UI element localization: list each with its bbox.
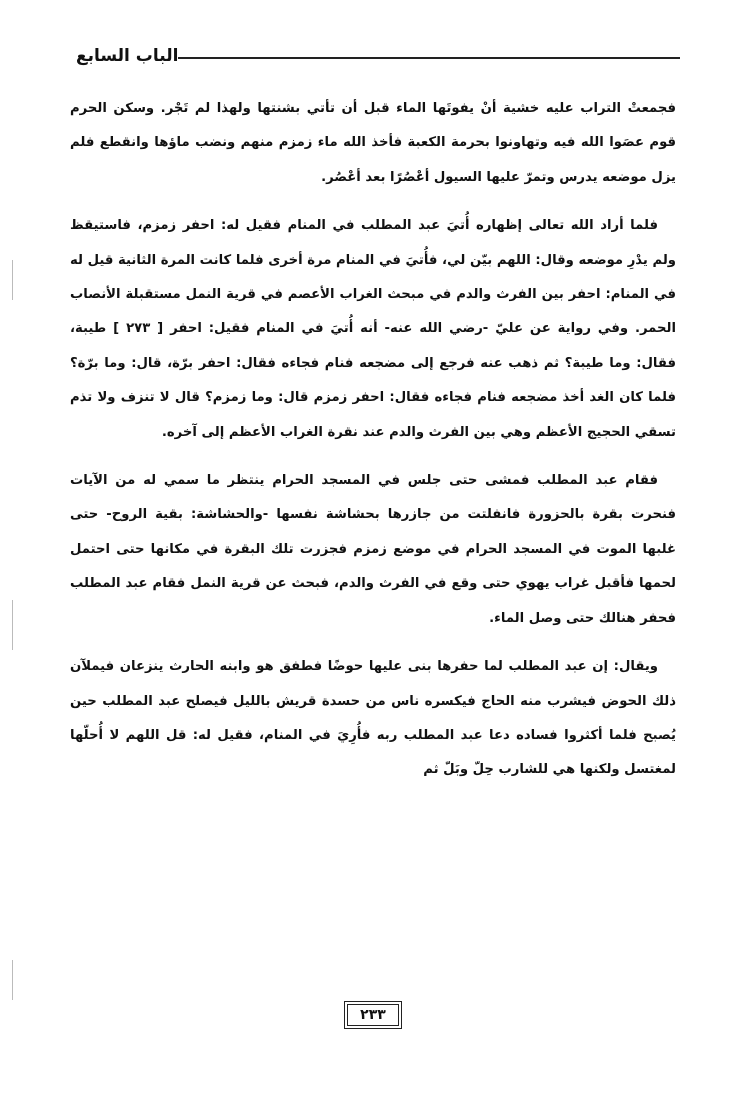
paragraph-4: ويقال: إن عبد المطلب لما حفرها بنى عليها حوضًا فطفق هو وابنه الحارث ينزعان فيملآن ذلك الحوض فيشرب منه الحاج فيكسره ناس من حسدة قريش بالليل فيصلح عبد المطلب حين يُصبح فلما أكثروا فساده دعا عبد المطلب ربه فأُرِيَ في المنام، فقيل له: قل اللهم لا أُحلّها لمغتسل ولكنها هي للشارب حِلّ وبَلّ ثم	[70, 659, 676, 778]
chapter-title: الباب السابع	[76, 46, 179, 66]
page-edge-mark	[12, 260, 13, 300]
header-rule	[178, 57, 680, 59]
paragraph-3: فقام عبد المطلب فمشى حتى جلس في المسجد الحرام ينتظر ما سمي له من الآيات فنحرت بقرة بالحزورة فانفلتت من جازرها بحشاشة نفسها -والحشاشة: بقية الروح- حتى غلبها الموت في المسجد الحرام في موضع زمزم فجزرت تلك البقرة في مكانها حتى احتمل لحمها فأقبل غراب يهوي حتى وقع في الفرث والدم، فبحث عن قرية النمل فقام عبد المطلب فحفر هنالك حتى وصل الماء.	[70, 473, 676, 626]
paragraph-2: فلما أراد الله تعالى إظهاره أُتيَ عبد المطلب في المنام فقيل له: احفر زمزم، فاستيقظ ولم يدْرِ موضعه وقال: اللهم بيّن لي، فأُتيَ في المنام مرة أخرى فلما كانت المرة الثانية قيل له في المنام: احفر بين الفرث والدم في مبحث الغراب الأعصم في قرية النمل مستقبلة الأنصاب الحمر. وفي رواية عن عليّ -رضي الله عنه- أنه أُتيَ في المنام فقيل: احفر [ ٢٧٣ ] طيبة، فقال: وما طيبة؟ ثم ذهب عنه فرجع إلى مضجعه فنام فجاءه فقال: احفر برّة، قال: وما برّة؟ فلما كان الغد أخذ مضجعه فنام فجاءه فقال: احفر زمزم قال: وما زمزم؟ قال لا تنزف ولا تذم تسقي الحجيج الأعظم وهي بين الفرث والدم عند نقرة الغراب الأعظم إلى آخره.	[70, 218, 677, 440]
body-text	[70, 92, 676, 802]
page-edge-mark	[12, 960, 13, 1000]
page-footer	[0, 1004, 746, 1026]
running-header	[66, 36, 680, 76]
paragraph-1: فجمعتْ التراب عليه خشية أنْ يفوتَها الماء قبل أن تأتي بشنتها ولهذا لم تَجْر. وسكن الحرم قوم عصَوا الله فيه وتهاونوا بحرمة الكعبة فأخذ الله ماء زمزم منهم ونضب ماؤها وانقطع فلم يزل موضعه يدرس وتمرّ عليها السيول أعْصُرًا بعد أعْصُر.	[70, 101, 676, 185]
page-number: ٢٣٣	[347, 1004, 399, 1026]
page-edge-mark	[12, 600, 13, 650]
